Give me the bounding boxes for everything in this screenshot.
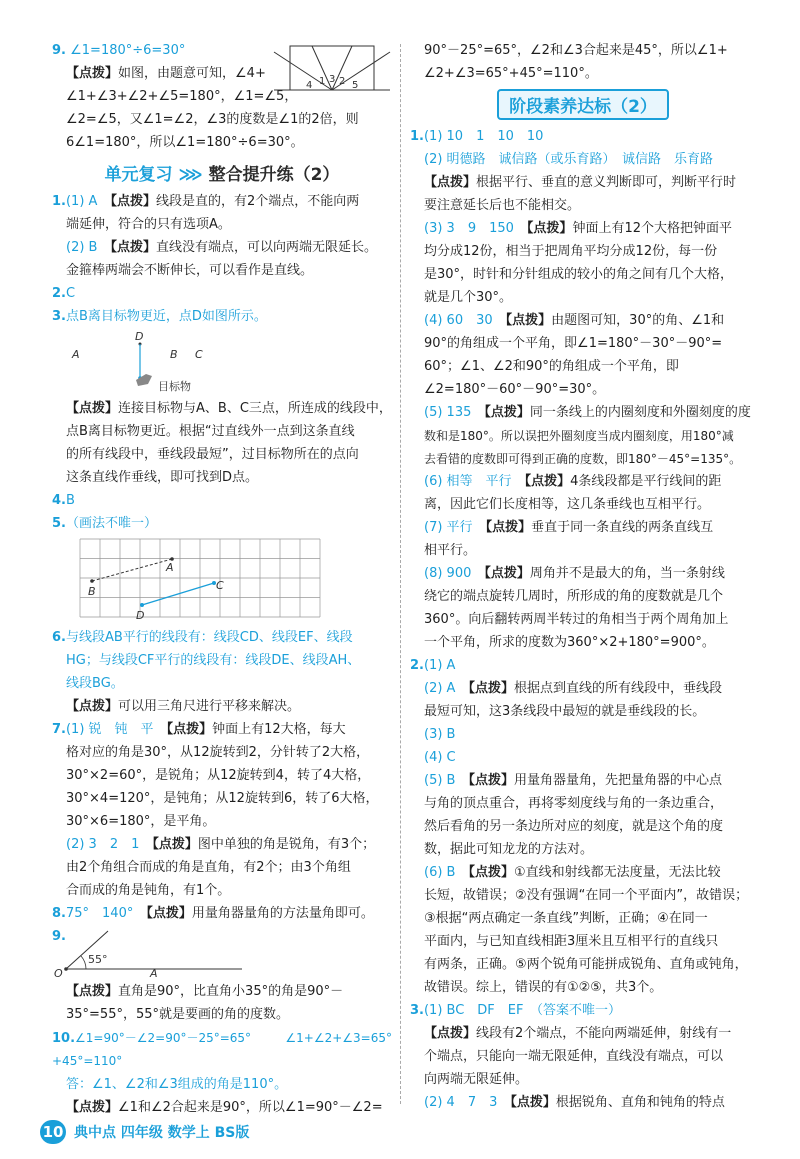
q5-grid-figure xyxy=(76,537,336,623)
footer-series: 典中点 四年级 数学上 BS版 xyxy=(74,1125,250,1141)
column-divider xyxy=(400,44,401,1104)
q9-text-1: 如图，由题意可知，∠4+ xyxy=(118,66,266,81)
q9-figure xyxy=(272,40,392,98)
q3-label-c: C xyxy=(195,348,203,361)
q3-label-target: 目标物 xyxy=(158,380,191,393)
q5-grid xyxy=(80,539,320,617)
q9-fig-label-3: 3 xyxy=(329,74,336,85)
q5-label-a: A xyxy=(166,561,174,574)
page-footer xyxy=(40,1118,249,1146)
q9-text-4: 6∠1=180°，所以∠1=180°÷6=30°。 xyxy=(66,135,304,150)
cont-text-1: 90°－25°=65°，∠2和∠3合起来是45°，所以∠1+ xyxy=(424,43,728,58)
section-title-review: 单元复习 ⋙ 整合提升练（2） xyxy=(104,165,340,185)
cont-text-2: ∠2+∠3=65°+45°=110°。 xyxy=(424,66,598,81)
q9-fig-label-2: 2 xyxy=(339,76,346,87)
q5-label-c: C xyxy=(216,579,224,592)
q9-fig-label-1: 1 xyxy=(319,76,326,87)
page-number: 10 xyxy=(40,1120,66,1144)
q3-label-a: A xyxy=(72,348,80,361)
left-column: 9. ∠1=180°÷6=30° 4 1 3 2 5 【点拨】如图，由题意可知，∠4+ ∠1+∠3+∠2+∠5=180°，∠1=∠5， ∠2=∠5，又∠1=∠2，∠3的度数是∠1的2倍，则 6∠1=180°，所以∠1=180°÷6=30°。 单元复习 ⋙ 整合提升练（2） 1.(1) A 【点拨】线段是直的，有2个端点，不能向两 端延伸，符合的只有选项A。 (2) B 【点拨】直线没有端点，可以向两端无限延长。 金箍棒两端会不断伸长，可以看作是直线。 2.C 3.点B离目标物更近，点D如图所示。 D A B C 目标物 【点拨】连接目标物与A、B、C三点，所连成的线段中， 点B离目标物更近。根据“过直线外一点到这条直线 的所有线段中，垂线段最短”，过目标物所在的点向 这条直线作垂线，即可找到D点。 4.B 5.（画法不唯一） A B C D 6.与线段AB平行的线段有：线段CD、线段EF、线段 HG；与线段CF平行的线段有：线段DE、线段AH、 线段BG。 【点拨】可以用三角尺进行平移来解决。 7.(1) 锐 钝 平 【点拨】钟面上有12大格，每大 格对应的角是30°，从12旋转到2，分针转了2大格， 30°×2=60°，是锐角；从12旋转到4，转了4大格， 30°×4=120°，是钝角；从12旋转到6，转了6大格， 30°×6=180°，是平角。 (2) 3 2 1 【点拨】图中单独的角是锐角，有3个； 由2个角组合而成的角是直角，有2个；由3个角组 合而成的角是钝角，有1个。 8.75° 140° 【点拨】用量角器量角的方法量角即可。 9. 55° O A 【点拨】直角是90°，比直角小35°的角是90°－ 35°=55°，55°就是要画的角的度数。 10.∠1=90°－∠2=90°－25°=65° ∠1+∠2+∠3=65°+45°=110° 答：∠1、∠2和∠3组成的角是110°。 【点拨】∠1和∠2合起来是90°，所以∠1=90°－∠2= xyxy=(52,40,392,1120)
q9b-label-a: A xyxy=(150,967,158,977)
q3-label-b: B xyxy=(170,348,178,361)
q5-label-d: D xyxy=(136,609,145,622)
q9-fig-label-5: 5 xyxy=(352,80,359,91)
q9-answer: 9. ∠1=180°÷6=30° xyxy=(52,43,186,58)
q3-label-d: D xyxy=(135,330,144,343)
target-icon xyxy=(136,374,152,386)
q9-fig-label-4: 4 xyxy=(306,80,313,91)
q9-text-2: ∠1+∠3+∠2+∠5=180°，∠1=∠5， xyxy=(66,89,298,104)
right-column: 90°－25°=65°，∠2和∠3合起来是45°，所以∠1+ ∠2+∠3=65°+45°=110°。 阶段素养达标（2） 1.(1) 10 1 10 10 (2) 明德路 诚信路（或乐育路） 诚信路 乐育路 【点拨】根据平行、垂直的意义判断即可，判断平行时 要注意延长后也不能相交。 (3) 3 9 150 【点拨】钟面上有12个大格把钟面平 均分成12份，相当于把周角平均分成12份，每一份 是30°，时针和分针组成的较小的角之间有几个大格， 就是几个30°。 (4) 60 30 【点拨】由题图可知，30°的角、∠1和 90°的角组成一个平角，即∠1=180°－30°－90°= 60°；∠1、∠2和90°的角组成一个平角，即 ∠2=180°－60°－90°=30°。 (5) 135 【点拨】同一条线上的内圈刻度和外圈刻度的度 数和是180°。所以误把外圈刻度当成内圈刻度，用180°减 去看错的度数即可得到正确的度数，即180°－45°=135°。 (6) 相等 平行 【点拨】4条线段都是平行线间的距 离，因此它们长度相等，这几条垂线也互相平行。 (7) 平行 【点拨】垂直于同一条直线的两条直线互 相平行。 (8) 900 【点拨】周角并不是最大的角，当一条射线 绕它的端点旋转几周时，所形成的角的度数就是几个 360°。向后翻转两周半转过的角相当于两个周角加上 一个平角，所求的度数为360°×2+180°=900°。 2.(1) A (2) A 【点拨】根据点到直线的所有线段中，垂线段 最短可知，这3条线段中最短的就是垂线段的长。 (3) B (4) C (5) B 【点拨】用量角器量角，先把量角器的中心点 与角的顶点重合，再将零刻度线与角的一条边重合， 然后看角的另一条边所对应的刻度，就是这个角的度 数，据此可知龙龙的方法对。 (6) B 【点拨】①直线和射线都无法度量，无法比较 长短，故错误；②没有强调“在同一个平面内”，故错误； ③根据“两点确定一条直线”判断，正确；④在同一 平面内，与已知直线相距3厘米且互相平行的直线只 有两条，正确。⑤两个锐角可能拼成锐角、直角或钝角， 故错误。综上，错误的有①②⑤，共3个。 3.(1) BC DF EF （答案不唯一） 【点拨】线段有2个端点，不能向两端延伸，射线有一 个端点，只能向一端无限延伸，直线没有端点，可以 向两端无限延伸。 (2) 4 7 3 【点拨】根据锐角、直角和钝角的特点 xyxy=(410,40,756,1115)
section-title-stage: 阶段素养达标（2） xyxy=(497,89,669,120)
q9b-angle-figure xyxy=(52,929,252,977)
q5-label-b: B xyxy=(88,585,96,598)
q9b-label-o: O xyxy=(54,967,63,977)
q3-figure xyxy=(52,330,232,394)
q9-text-3: ∠2=∠5，又∠1=∠2，∠3的度数是∠1的2倍，则 xyxy=(66,112,359,127)
q9b-label-angle: 55° xyxy=(88,953,108,966)
